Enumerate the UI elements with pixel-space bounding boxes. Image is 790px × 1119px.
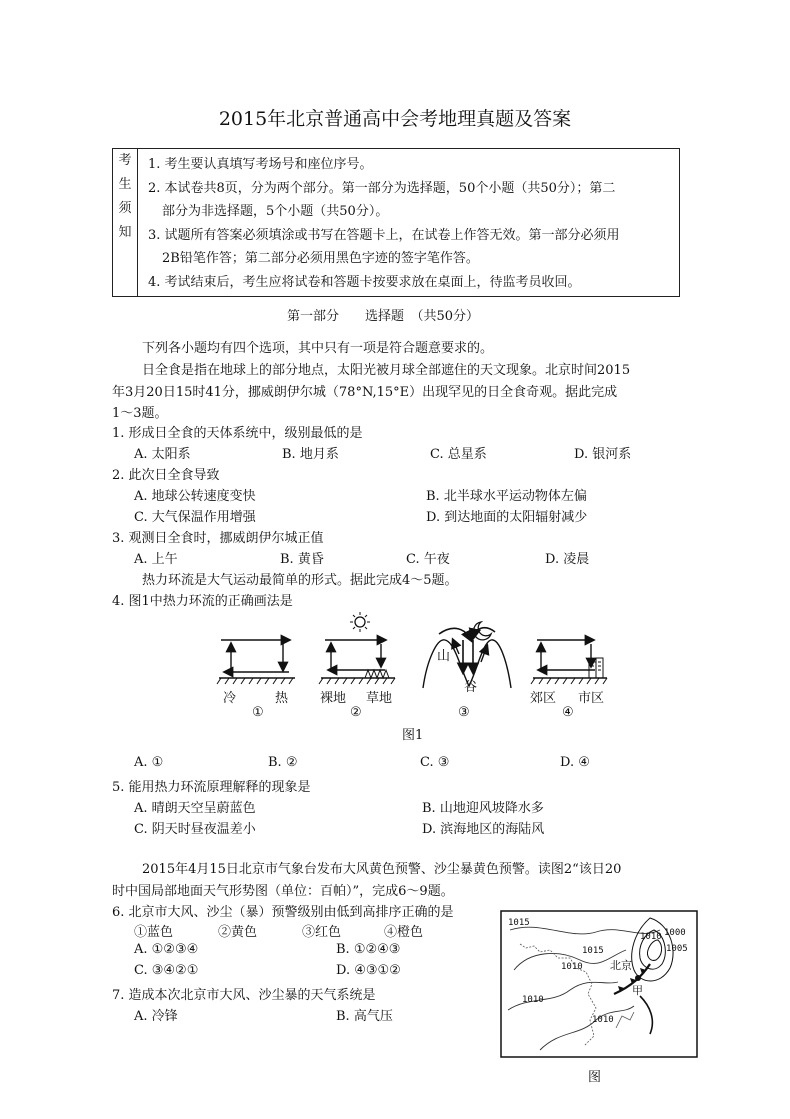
label-city: 市区: [578, 691, 605, 706]
label-grassland: 草地: [366, 691, 393, 706]
q2-stem: 2. 此次日全食导致: [112, 468, 220, 483]
thermal-circulation-diagrams: [215, 610, 615, 728]
point-jia-label: 甲: [632, 984, 643, 997]
diagram-number: ④: [562, 705, 574, 720]
q3-option-d: D. 凌晨: [545, 552, 590, 567]
q6-option-b: B. ①②④③: [336, 942, 401, 957]
notice-line: 2. 本试卷共8页，分为两个部分。第一部分为选择题，50个小题（共50分）；第二: [148, 180, 616, 196]
passage1-line: 日全食是指在地球上的部分地点，太阳光被月球全部遮住的天文现象。北京时间2015: [142, 363, 631, 378]
page-title: 2015年北京普通高中会考地理真题及答案: [218, 108, 572, 130]
notice-line: 3. 试题所有答案必须填涂或书写在答题卡上，在试卷上作答无效。第一部分必须用: [148, 227, 620, 243]
isobar-label: 1010: [640, 932, 662, 942]
diagram-number: ③: [458, 705, 470, 720]
q6-color: ③红色: [302, 925, 342, 940]
notice-line: 2B铅笔作答；第二部分必须用黑色字迹的签字笔作答。: [162, 251, 479, 266]
q3-option-a: A. 上午: [134, 552, 178, 567]
q5-option-c: C. 阴天时昼夜温差小: [134, 822, 256, 837]
q6-color: ①蓝色: [134, 925, 174, 940]
diagram-4: [531, 640, 607, 684]
isobar-label: 1015: [508, 918, 530, 928]
passage3-line: 2015年4月15日北京市气象台发布大风黄色预警、沙尘暴黄色预警。读图2“该日20: [142, 862, 622, 877]
label-bare-ground: 裸地: [320, 691, 347, 706]
q6-color: ②黄色: [218, 925, 258, 940]
label-cold: 冷: [223, 691, 237, 706]
label-hot: 热: [275, 691, 289, 706]
q6-stem: 6. 北京市大风、沙尘（暴）预警级别由低到高排序正确的是: [112, 905, 454, 920]
notice-label-char: 须: [118, 201, 132, 216]
q1-option-b: B. 地月系: [282, 447, 339, 462]
q2-option-a: A. 地球公转速度变快: [134, 489, 256, 504]
part1-heading: 第一部分 选择题 （共50分）: [287, 309, 480, 324]
notice-line: 4. 考试结束后，考生应将试卷和答题卡按要求放在桌面上，待监考员收回。: [148, 274, 581, 290]
label-valley: 谷: [464, 680, 478, 695]
isobar-label: 1005: [666, 944, 688, 954]
q1-option-a: A. 太阳系: [134, 447, 191, 462]
passage2: 热力环流是大气运动最简单的形式。据此完成4～5题。: [142, 573, 458, 588]
q4-option-d: D. ④: [560, 755, 590, 770]
label-mountain: 山: [437, 649, 451, 664]
q2-option-d: D. 到达地面的太阳辐射减少: [426, 510, 588, 525]
q5-option-a: A. 晴朗天空呈蔚蓝色: [134, 801, 256, 816]
notice-line: 1. 考生要认真填写考场号和座位序号。: [148, 157, 373, 172]
q1-option-c: C. 总星系: [430, 447, 487, 462]
notice-label-char: 知: [118, 225, 132, 240]
q3-stem: 3. 观测日全食时，挪威朗伊尔城正值: [112, 531, 324, 546]
q7-option-b: B. 高气压: [336, 1009, 393, 1024]
diagram-2: [319, 612, 395, 684]
isobar-label: 1000: [664, 928, 686, 938]
passage3-line: 时中国局部地面天气形势图（单位：百帕）”，完成6～9题。: [112, 884, 454, 899]
passage1-line: 年3月20日15时41分，挪威朗伊尔城（78°N,15°E）出现罕见的日全食奇观。据此完成: [112, 385, 618, 400]
notice-label-char: 生: [118, 177, 132, 192]
figure-2-caption: 图: [588, 1070, 602, 1085]
q2-option-b: B. 北半球水平运动物体左偏: [426, 489, 587, 504]
isobar-label: 1015: [582, 946, 604, 956]
notice-box: [112, 148, 680, 297]
figure-1-caption: 图1: [402, 728, 424, 743]
q4-option-c: C. ③: [420, 755, 450, 770]
q5-option-b: B. 山地迎风坡降水多: [422, 801, 544, 816]
q1-stem: 1. 形成日全食的天体系统中，级别最低的是: [112, 426, 363, 441]
diagram-number: ②: [350, 705, 362, 720]
q4-stem: 4. 图1中热力环流的正确画法是: [112, 594, 293, 609]
notice-line: 部分为非选择题，5个小题（共50分）。: [162, 204, 389, 219]
isobar-label: 1010: [592, 1015, 614, 1025]
q6-option-d: D. ④③①②: [336, 963, 401, 978]
q1-option-d: D. 银河系: [574, 447, 632, 462]
q6-option-c: C. ③④②①: [134, 963, 199, 978]
q2-option-c: C. 大气保温作用增强: [134, 510, 256, 525]
beijing-label: 北京: [610, 959, 632, 972]
notice-label-char: 考: [118, 153, 132, 168]
isobar-label: 1010: [561, 962, 583, 972]
q3-option-b: B. 黄昏: [280, 552, 324, 567]
q7-option-a: A. 冷锋: [134, 1009, 178, 1024]
label-suburb: 郊区: [530, 691, 557, 706]
diagram-1: [217, 640, 295, 684]
part1-instruction: 下列各小题均有四个选项，其中只有一项是符合题意要求的。: [142, 341, 494, 356]
q5-option-d: D. 滨海地区的海陆风: [422, 822, 545, 837]
isobar-label: 1010: [522, 995, 544, 1005]
notice-content: [138, 149, 680, 297]
q6-color: ④橙色: [384, 925, 424, 940]
sun-icon: [355, 617, 365, 627]
passage1-line: 1～3题。: [112, 406, 168, 421]
notice-label: [113, 149, 138, 297]
beijing-marker: [635, 975, 641, 981]
q7-stem: 7. 造成本次北京市大风、沙尘暴的天气系统是: [112, 988, 376, 1003]
q6-option-a: A. ①②③④: [134, 942, 199, 957]
q3-option-c: C. 午夜: [406, 552, 450, 567]
q5-stem: 5. 能用热力环流原理解释的现象是: [112, 780, 311, 795]
diagram-number: ①: [252, 705, 264, 720]
q4-option-a: A. ①: [134, 755, 164, 770]
q4-option-b: B. ②: [268, 755, 298, 770]
